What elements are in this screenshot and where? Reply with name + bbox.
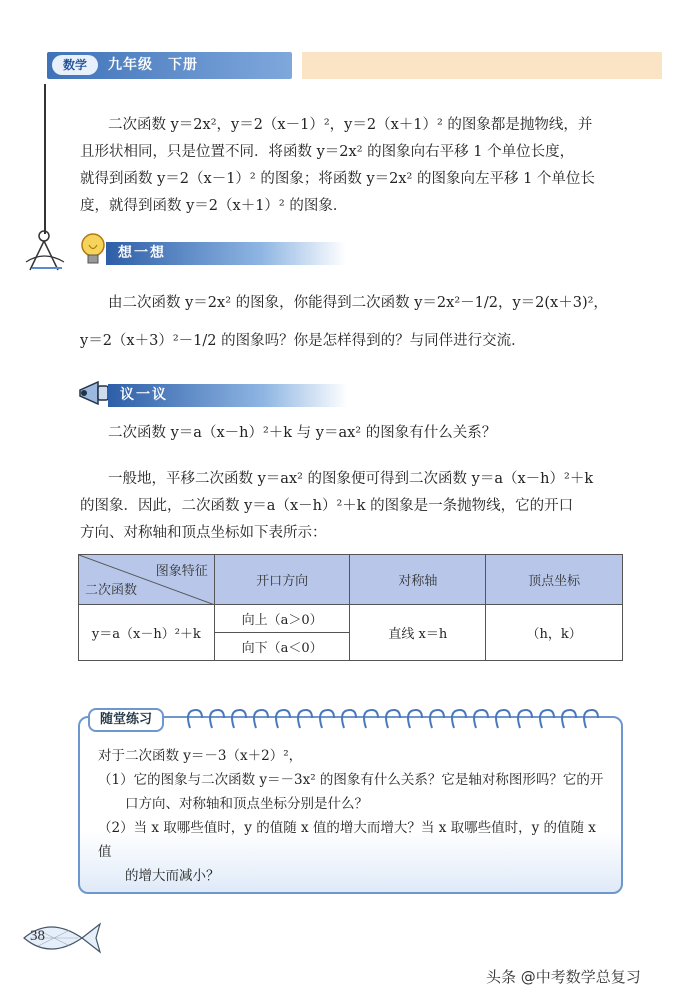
general-line: 方向、对称轴和顶点坐标如下表所示： <box>80 525 327 541</box>
function-cell: y＝a（x－h）²＋k <box>79 605 215 661</box>
header-vertex: 顶点坐标 <box>486 555 623 605</box>
lightbulb-icon <box>78 232 108 268</box>
general-line: 一般地，平移二次函数 y＝ax² 的图象便可得到二次函数 y＝a（x－h）²＋k <box>108 471 594 487</box>
header-right-band <box>302 52 662 79</box>
subject-badge: 数学 <box>52 55 98 75</box>
parabola-properties-table <box>78 554 623 661</box>
intro-line: 度，就得到函数 y＝2（x＋1）² 的图象． <box>80 198 348 214</box>
watermark-text: 头条 @中考数学总复习 <box>486 968 641 986</box>
header-axis: 对称轴 <box>350 555 486 605</box>
practice-line: 的增大而减小？ <box>98 868 220 884</box>
practice-line: （1）它的图象与二次函数 y＝－3x² 的图象有什么关系？它是轴对称图形吗？它的开 <box>98 772 604 788</box>
page-number: 38 <box>30 928 45 944</box>
corner-bottom-label: 二次函数 <box>85 583 138 598</box>
table-corner-cell <box>79 555 215 605</box>
intro-line: 且形状相同，只是位置不同．将函数 y＝2x² 的图象向右平移 1 个单位长度， <box>80 144 575 160</box>
open-up-cell: 向上（a＞0） <box>214 605 350 633</box>
intro-line: 二次函数 y＝2x²，y＝2（x－1）²，y＝2（x＋1）² 的图象都是抛物线，并 <box>108 117 593 133</box>
discuss-heading: 议一议 <box>120 387 168 403</box>
think-line: 由二次函数 y＝2x² 的图象，你能得到二次函数 y＝2x²－1/2，y＝2(x＋3)²， <box>108 295 608 311</box>
margin-rule <box>44 84 46 234</box>
discuss-question: 二次函数 y＝a（x－h）²＋k 与 y＝ax² 的图象有什么关系？ <box>108 425 497 441</box>
book-title: 九年级 下册 <box>108 57 198 73</box>
header-opening: 开口方向 <box>214 555 350 605</box>
practice-line: 对于二次函数 y＝－3（x＋2）²， <box>98 748 303 764</box>
practice-line: （2）当 x 取哪些值时，y 的值随 x 值的增大而增大？当 x 取哪些值时，y 的值随 x 值 <box>98 820 596 860</box>
open-down-cell: 向下（a＜0） <box>214 633 350 661</box>
spiral-binding-decoration <box>180 704 620 734</box>
vertex-cell: （h，k） <box>486 605 623 661</box>
general-line: 的图象．因此，二次函数 y＝a（x－h）²＋k 的图象是一条抛物线，它的开口 <box>80 498 574 514</box>
practice-title: 随堂练习 <box>88 708 164 732</box>
intro-line: 就得到函数 y＝2（x－1）² 的图象；将函数 y＝2x² 的图象向左平移 1 个单位长 <box>80 171 595 187</box>
think-heading: 想一想 <box>118 245 166 261</box>
practice-line: 口方向、对称轴和顶点坐标分别是什么？ <box>98 796 368 812</box>
corner-top-label: 图象特征 <box>155 564 208 579</box>
compass-icon <box>22 228 74 274</box>
axis-cell: 直线 x＝h <box>350 605 486 661</box>
think-line: y＝2（x＋3）²－1/2 的图象吗？你是怎样得到的？与同伴进行交流． <box>80 333 526 349</box>
